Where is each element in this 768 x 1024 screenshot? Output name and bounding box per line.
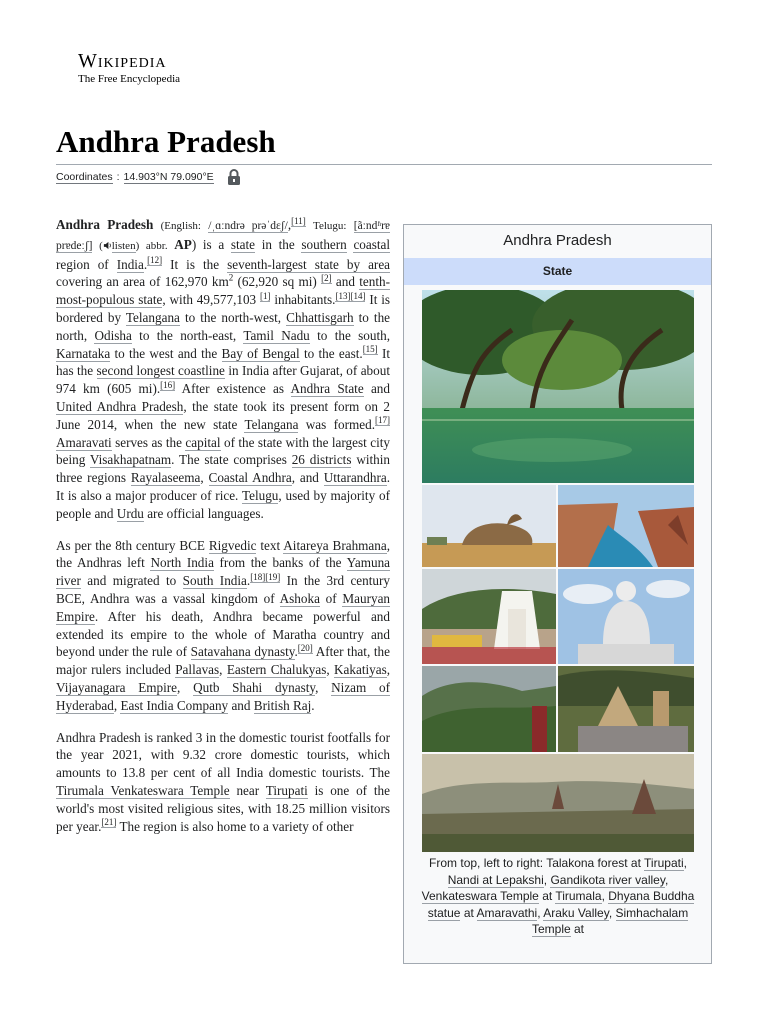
link-south-india[interactable]: South India bbox=[182, 573, 247, 589]
listen-link[interactable]: listen bbox=[111, 239, 136, 252]
infobox-title: Andhra Pradesh bbox=[503, 232, 612, 249]
ref-11[interactable]: [11] bbox=[291, 215, 306, 226]
lead-paragraph-3: Andhra Pradesh is ranked 3 in the domestic tourist footfalls for the year 2021, with 9.32 crore domestic tourists, which amounts to 13.8 per cent of all India domestic tourists. The Tirumala Venkateswara Temple near Tirupati is one of the world's most visited religious sites, with 18.25 million visitors per year.[21] The region is also home to a variety of other bbox=[56, 729, 390, 834]
link-karnataka[interactable]: Karnataka bbox=[56, 345, 111, 361]
link-satavahana-dynasty[interactable]: Satavahana dynasty bbox=[190, 644, 295, 660]
ref-12[interactable]: [12] bbox=[147, 255, 163, 266]
link-aitareya-brahmana[interactable]: Aitareya Brahmana bbox=[283, 537, 387, 553]
title-divider bbox=[56, 164, 712, 165]
caption-link-nandi[interactable]: Nandi at Lepakshi bbox=[447, 872, 544, 887]
gandikota-valley-image[interactable] bbox=[558, 485, 694, 567]
caption-link-venkateswara[interactable]: Venkateswara Temple bbox=[421, 889, 539, 903]
wikipedia-tagline: The Free Encyclopedia bbox=[78, 73, 181, 85]
caption-link-amaravathi[interactable]: Amaravathi bbox=[476, 905, 538, 920]
ref-21[interactable]: [21] bbox=[101, 817, 117, 828]
link-bay-of-bengal[interactable]: Bay of Bengal bbox=[221, 345, 300, 361]
caption-link-araku[interactable]: Araku Valley bbox=[543, 905, 609, 920]
infobox-caption: From top, left to right: Talakona forest at Tirupati, Nandi at Lepakshi, Gandikota river valley, Venkateswara Temple at Tirumala, Dhyana Buddha statue at Amaravathi, Araku Valley, Simhachalam Temple at bbox=[421, 856, 695, 936]
link-chhattisgarh[interactable]: Chhattisgarh bbox=[286, 309, 354, 325]
link-yamuna-river[interactable]: Yamuna river bbox=[56, 555, 391, 589]
link-capital[interactable]: capital bbox=[185, 434, 221, 450]
ref-18-19[interactable]: [18][19] bbox=[250, 571, 281, 582]
link-india[interactable]: India bbox=[116, 256, 144, 272]
speaker-icon[interactable] bbox=[103, 241, 112, 250]
wikipedia-wordmark: Wikipedia bbox=[78, 50, 167, 72]
ipa-english-link[interactable]: /ˌɑːndrə prəˈdɛʃ/ bbox=[208, 220, 288, 232]
link-pallavas[interactable]: Pallavas bbox=[175, 662, 220, 678]
link-mauryan-empire[interactable]: Mauryan Empire bbox=[56, 590, 391, 624]
caption-link-simhachalam[interactable]: Simhachalam Temple bbox=[531, 905, 689, 936]
coordinates bbox=[56, 168, 242, 186]
ref-13-14[interactable]: [13][14] bbox=[335, 290, 366, 301]
link-british-raj[interactable]: British Raj bbox=[253, 697, 312, 713]
link-rigvedic[interactable]: Rigvedic bbox=[208, 537, 257, 553]
link-visakhapatnam[interactable]: Visakhapatnam bbox=[89, 452, 172, 468]
ref-15[interactable]: [15] bbox=[362, 344, 378, 355]
infobox-subheader: State bbox=[404, 258, 711, 285]
link-rayalaseema[interactable]: Rayalaseema bbox=[130, 470, 201, 486]
link-vijayanagara-empire[interactable]: Vijayanagara Empire bbox=[56, 679, 178, 695]
link-united-andhra-pradesh[interactable]: United Andhra Pradesh bbox=[56, 398, 184, 414]
coordinates-label-link[interactable]: Coordinates bbox=[56, 170, 113, 183]
wikipedia-logo[interactable] bbox=[78, 50, 180, 85]
link-eastern-chalukyas[interactable]: Eastern Chalukyas bbox=[226, 662, 327, 678]
talakona-forest-image[interactable] bbox=[422, 290, 694, 483]
article-body bbox=[56, 216, 390, 849]
infobox bbox=[403, 224, 712, 964]
landscape-temple-image[interactable] bbox=[422, 754, 694, 852]
nandi-lepakshi-image[interactable] bbox=[422, 485, 556, 567]
link-telangana-2[interactable]: Telangana bbox=[244, 416, 299, 432]
bold-subject: Andhra Pradesh bbox=[56, 217, 154, 232]
link-tirupati[interactable]: Tirupati bbox=[265, 782, 308, 798]
link-coastal-andhra[interactable]: Coastal Andhra bbox=[208, 470, 292, 486]
link-telugu[interactable]: Telugu bbox=[241, 487, 279, 503]
link-uttarandhra[interactable]: Uttarandhra bbox=[323, 470, 387, 486]
link-odisha[interactable]: Odisha bbox=[94, 327, 132, 343]
photo-montage[interactable] bbox=[422, 290, 694, 852]
caption-link-tirupati[interactable]: Tirupati bbox=[644, 856, 684, 870]
link-east-india-company[interactable]: East India Company bbox=[120, 697, 229, 713]
ref-2[interactable]: [2] bbox=[321, 273, 332, 283]
ref-17[interactable]: [17] bbox=[375, 415, 391, 426]
link-coastal[interactable]: coastal bbox=[353, 236, 391, 252]
simhachalam-temple-image[interactable] bbox=[558, 666, 694, 752]
link-kakatiyas[interactable]: Kakatiyas bbox=[334, 662, 387, 678]
link-nizam-of-hyderabad[interactable]: Nizam of Hyderabad bbox=[56, 679, 391, 713]
caption-link-dhyana-buddha[interactable]: Dhyana Buddha statue bbox=[427, 889, 695, 920]
link-urdu[interactable]: Urdu bbox=[116, 505, 144, 521]
link-qutb-shahi-dynasty[interactable]: Qutb Shahi dynasty bbox=[193, 679, 316, 695]
link-amaravati[interactable]: Amaravati bbox=[56, 434, 112, 450]
link-tamil-nadu[interactable]: Tamil Nadu bbox=[243, 327, 310, 343]
lead-paragraph-1: Andhra Pradesh (English: /ˌɑːndrə prəˈdɛʃ/,[11] Telugu: [ãːndʱrɐ prɐdeːʃ] ( listen) abbr. AP) is a state in the southern coastal region of India.[12] It is the seventh-largest state by area covering an area of 162,970 $km^2$ (62,920 sq mi) [2] and tenth-most-populous state, with 49,577,103 [1] inhabitants.[13][14] It is bordered by Telangana to the north-west, Chhattisgarh to the north, Odisha to the north-east, Tamil Nadu to the south, Karnataka to the west and the Bay of Bengal to the east.[15] It has the second longest coastline in India after Gujarat, of about 974 km (605 mi).[16] After existence as Andhra State and United Andhra Pradesh, the state took its present form on 2 June 2014, when the new state Telangana was formed.[17] Amaravati serves as the capital of the state with the largest city being Visakhapatnam. The state comprises 26 districts within three regions Rayalaseema, Coastal Andhra, and Uttarandhra. It is also a major producer of rice. Telugu, used by majority of people and Urdu are official languages. bbox=[56, 215, 391, 521]
caption-link-tirumala[interactable]: Tirumala bbox=[555, 889, 602, 903]
link-tirumala-venkateswara-temple[interactable]: Tirumala Venkateswara Temple bbox=[56, 782, 230, 798]
page-title: Andhra Pradesh bbox=[56, 124, 276, 159]
lead-paragraph-2: As per the 8th century BCE Rigvedic text Aitareya Brahmana, the Andhras left North India from the banks of the Yamuna river and migrated to South India.[18][19] In the 3rd century BCE, Andhra was a vassal kingdom of Ashoka of Mauryan Empire. After his death, Andhra became powerful and extended its empire to the whole of Maratha country and beyond under the rule of Satavahana dynasty.[20] After that, the major rulers included Pallavas, Eastern Chalukyas, Kakatiyas, Vijayanagara Empire, Qutb Shahi dynasty, Nizam of Hyderabad, East India Company and British Raj. bbox=[56, 537, 391, 713]
link-seventh-largest[interactable]: seventh-largest state by area bbox=[227, 256, 391, 272]
ipa-telugu-link[interactable]: [ãːndʱrɐ prɐdeːʃ] bbox=[56, 220, 391, 252]
link-ashoka[interactable]: Ashoka bbox=[279, 590, 320, 606]
coordinates-separator: : bbox=[116, 171, 120, 183]
link-north-india[interactable]: North India bbox=[150, 555, 214, 571]
link-26-districts[interactable]: 26 districts bbox=[291, 452, 352, 468]
link-state[interactable]: state bbox=[230, 236, 256, 252]
caption-link-gandikota[interactable]: Gandikota river valley bbox=[550, 872, 665, 887]
ref-20[interactable]: [20] bbox=[297, 642, 313, 653]
coordinates-value-link[interactable]: 14.903°N 79.090°E bbox=[123, 170, 214, 183]
link-andhra-state[interactable]: Andhra State bbox=[290, 381, 364, 397]
ref-1[interactable]: [1] bbox=[259, 290, 271, 301]
ref-16[interactable]: [16] bbox=[160, 379, 176, 390]
venkateswara-temple-image[interactable] bbox=[422, 569, 556, 664]
link-second-longest-coastline[interactable]: second longest coastline bbox=[96, 363, 225, 379]
araku-valley-image[interactable] bbox=[422, 666, 556, 752]
link-southern[interactable]: southern bbox=[301, 236, 347, 252]
link-tenth-most-populous[interactable]: tenth-most-populous state bbox=[56, 274, 391, 308]
link-telangana[interactable]: Telangana bbox=[125, 309, 180, 325]
dhyana-buddha-image[interactable] bbox=[558, 569, 694, 664]
lock-icon bbox=[226, 168, 242, 186]
